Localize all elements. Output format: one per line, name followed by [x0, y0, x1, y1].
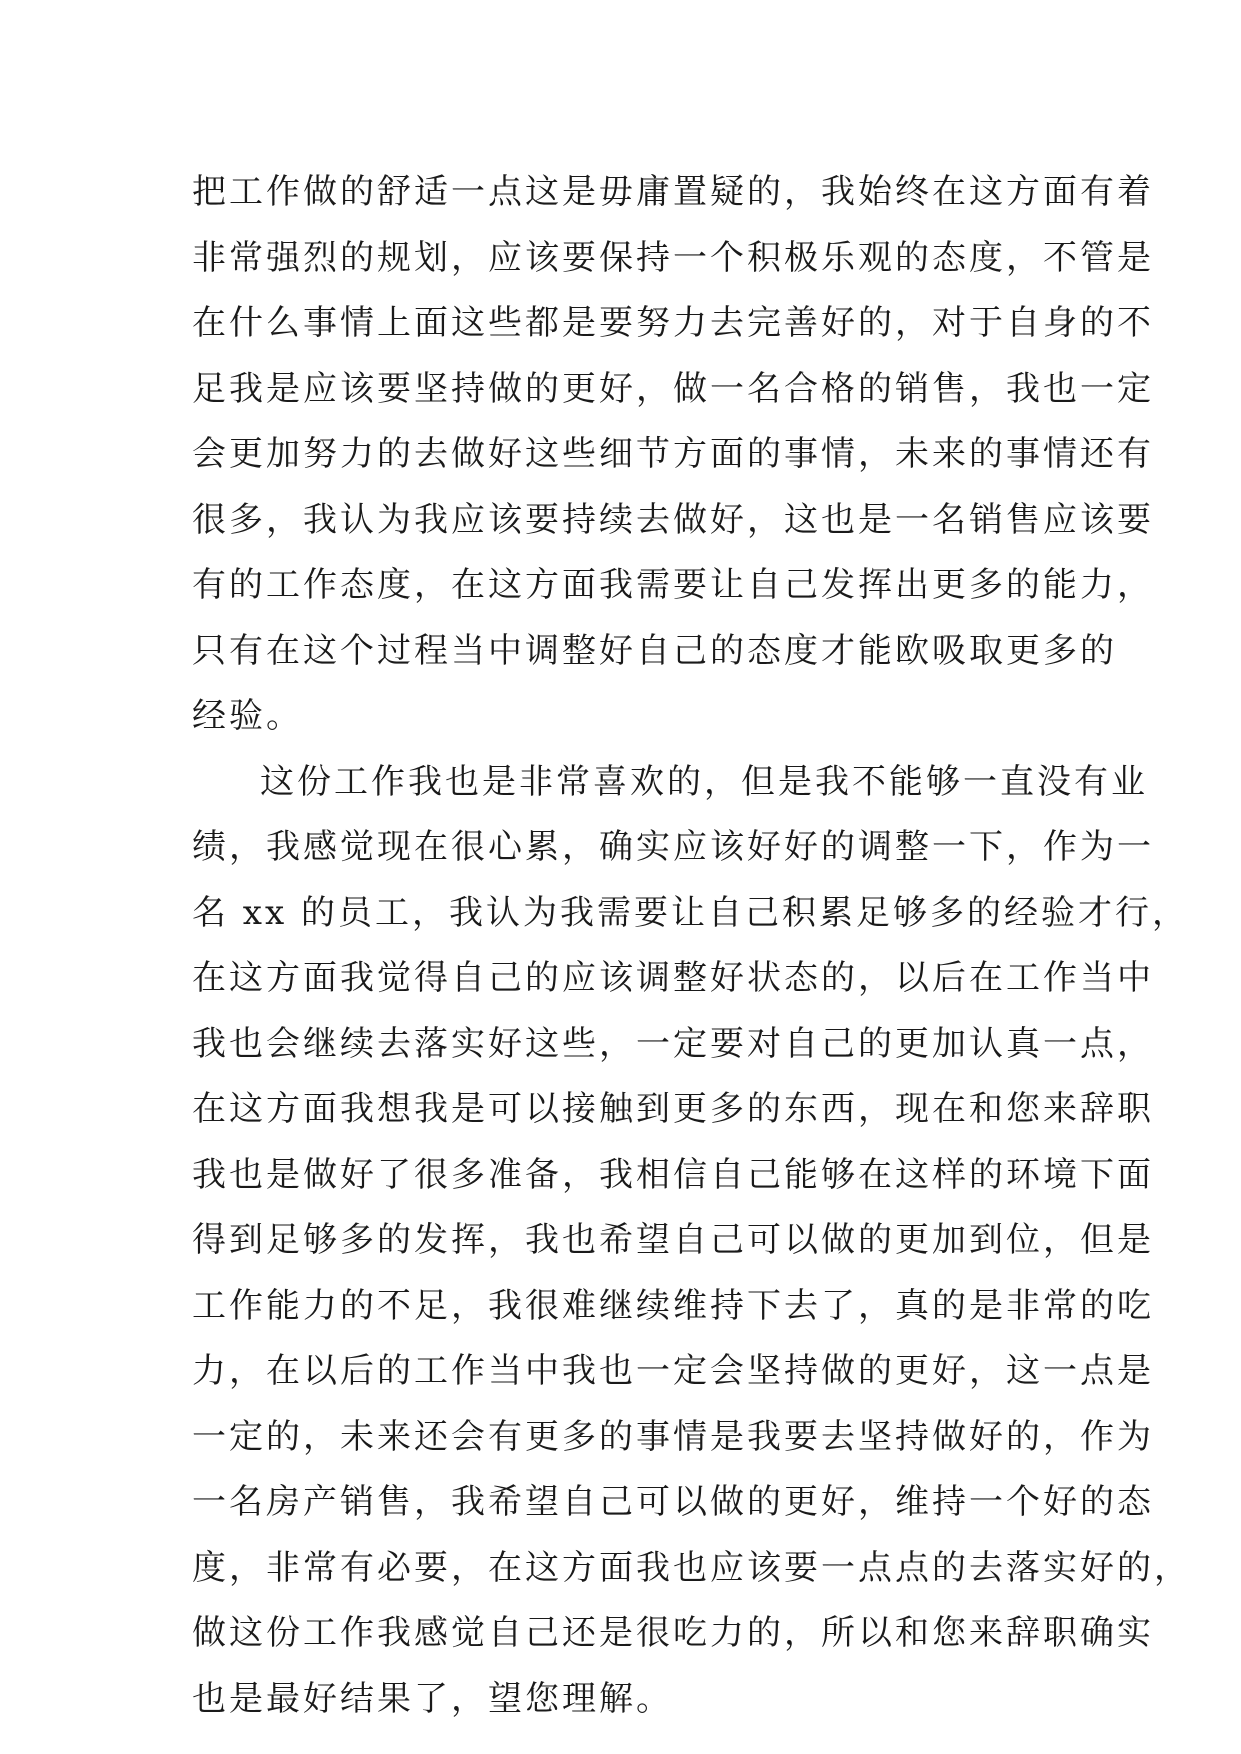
text-line: 会更加努力的去做好这些细节方面的事情，未来的事情还有 — [192, 434, 1154, 474]
text-line: 在这方面我想我是可以接触到更多的东西，现在和您来辞职 — [192, 1089, 1154, 1129]
text-line: 度，非常有必要，在这方面我也应该要一点点的去落实好的， — [192, 1547, 1191, 1588]
text-line: 名 xx 的员工，我认为我需要让自己积累足够多的经验才行， — [192, 892, 1189, 933]
text-line: 这份工作我也是非常喜欢的，但是我不能够一直没有业 — [260, 761, 1148, 802]
text-line: 工作能力的不足，我很难继续维持下去了，真的是非常的吃 — [192, 1285, 1154, 1326]
text-line: 把工作做的舒适一点这是毋庸置疑的，我始终在这方面有着 — [192, 172, 1154, 212]
text-line: 也是最好结果了，望您理解。 — [192, 1678, 673, 1719]
paragraph-1 — [192, 160, 1154, 750]
text-line: 一名房产销售，我希望自己可以做的更好，维持一个好的态 — [192, 1482, 1154, 1522]
text-line: 我也会继续去落实好这些，一定要对自己的更加认真一点， — [192, 1023, 1154, 1064]
text-line: 绩，我感觉现在很心累，确实应该好好的调整一下，作为一 — [192, 827, 1154, 867]
document-body — [192, 160, 1191, 1732]
text-line: 很多，我认为我应该要持续去做好，这也是一名销售应该要 — [192, 499, 1154, 540]
text-line: 得到足够多的发挥，我也希望自己可以做的更加到位，但是 — [192, 1220, 1154, 1260]
text-line: 力，在以后的工作当中我也一定会坚持做的更好，这一点是 — [192, 1351, 1154, 1391]
text-line: 有的工作态度，在这方面我需要让自己发挥出更多的能力， — [192, 565, 1154, 605]
text-line: 足我是应该要坚持做的更好，做一名合格的销售，我也一定 — [192, 368, 1154, 409]
text-line: 一定的，未来还会有更多的事情是我要去坚持做好的，作为 — [192, 1416, 1154, 1457]
text-line: 在这方面我觉得自己的应该调整好状态的，以后在工作当中 — [192, 958, 1154, 998]
paragraph-2 — [192, 750, 1191, 1733]
text-line: 我也是做好了很多准备，我相信自己能够在这样的环境下面 — [192, 1154, 1154, 1195]
text-line: 在什么事情上面这些都是要努力去完善好的，对于自身的不 — [192, 303, 1154, 343]
text-line: 经验。 — [192, 696, 303, 736]
text-line: 做这份工作我感觉自己还是很吃力的，所以和您来辞职确实 — [192, 1613, 1154, 1653]
text-line: 只有在这个过程当中调整好自己的态度才能欧吸取更多的 — [192, 630, 1117, 671]
text-line: 非常强烈的规划，应该要保持一个积极乐观的态度，不管是 — [192, 237, 1154, 278]
